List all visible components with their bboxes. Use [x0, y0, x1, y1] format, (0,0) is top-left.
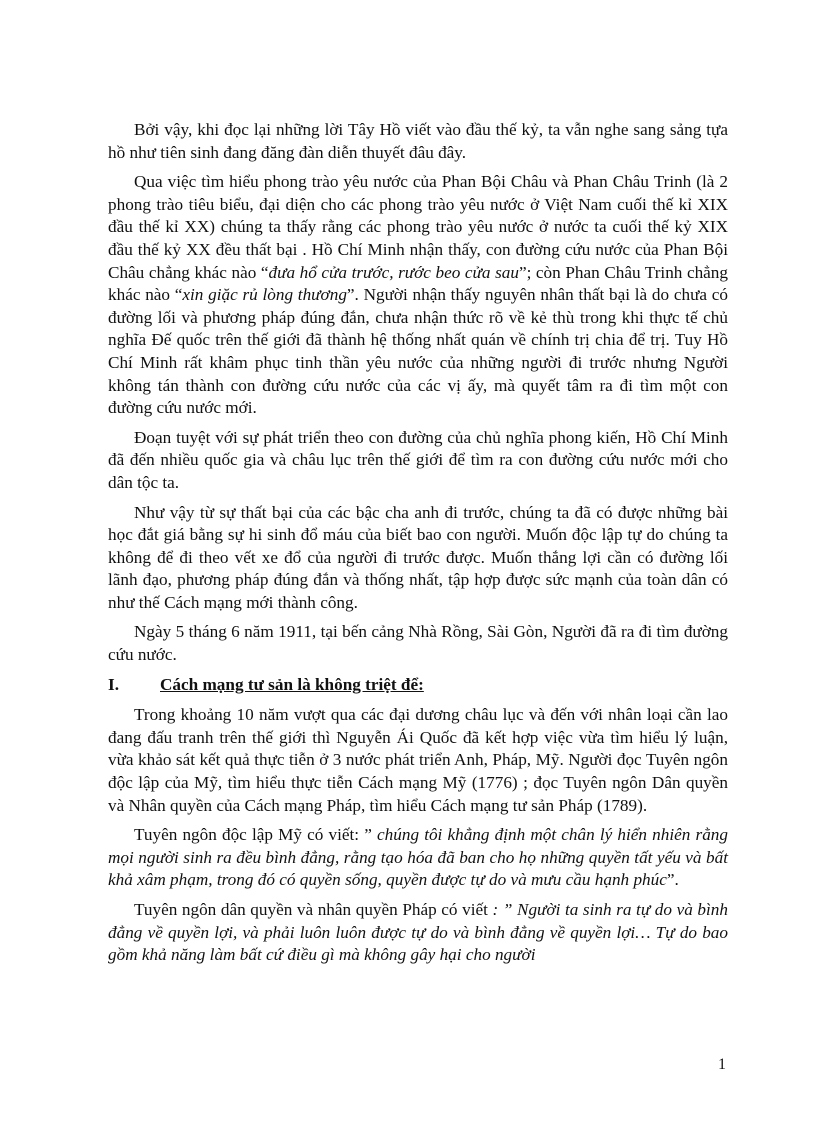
paragraph: [108, 171, 728, 420]
section-heading: [108, 674, 728, 697]
paragraph-text: Đoạn tuyệt với sự phát triển theo con đường của chủ nghĩa phong kiến, Hồ Chí Minh đã đến nhiều quốc gia và châu lục trên thế giới để tìm ra con đường cứu nước mới cho dân tộc ta.: [108, 427, 728, 492]
paragraph-text: Qua việc tìm hiểu phong trào yêu nước của Phan Bội Châu và Phan Châu Trinh (là 2 phong trào tiêu biểu, đại diện cho các phong trào yêu nước ở Việt Nam cuối thế kỉ XIX đầu thế kỉ XX) chúng ta thấy rằng các phong trào yêu nước ở nước ta cuối thế kỷ XIX đầu thế kỷ XX đều thất bại . Hồ Chí Minh nhận thấy, con đường cứu nước của Phan Bội Châu chẳng khác nào “: [108, 172, 728, 282]
paragraph-text: Tuyên ngôn dân quyền và nhân quyền Pháp có viết: [134, 900, 493, 919]
paragraph: [108, 502, 728, 615]
italic-quote-text: : ” Người ta sinh ra tự do và bình đẳng về quyền lợi, và phải luôn luôn được tự do và bình đẳng về quyền lợi… Tự do bao gồm khả năng làm bất cứ điều gì mà không gây hại cho người: [108, 900, 728, 965]
paragraph: [108, 119, 728, 164]
section-title: Cách mạng tư sản là không triệt để:: [160, 674, 424, 694]
italic-quote-text: xin giặc rủ lòng thương: [182, 285, 347, 305]
document-body: [108, 119, 728, 974]
paragraph-text: Bởi vậy, khi đọc lại những lời Tây Hồ viết vào đầu thế kỷ, ta vẫn nghe sang sảng tựa hồ như tiên sinh đang đăng đàn diễn thuyết đâu đây.: [108, 120, 728, 162]
page-number: 1: [718, 1056, 726, 1073]
paragraph: [108, 427, 728, 495]
paragraph: [108, 621, 728, 666]
paragraph-text: Tuyên ngôn độc lập Mỹ có viết: ”: [134, 825, 378, 845]
paragraph-text: ”. Người nhận thấy nguyên nhân thất bại là do chưa có đường lối và phương pháp đúng đắn, chưa nhận thức rõ về kẻ thù trong khi thực tế chủ nghĩa Đế quốc trên thế giới đã thành hệ thống nhất quán về chính trị chia để trị. Tuy Hồ Chí Minh rất khâm phục tinh thần yêu nước của những người đi trước nhưng Người không tán thành con đường cứu nước của các vị ấy, mà quyết tâm ra đi tìm một con đường cứu nước mới.: [108, 285, 729, 418]
paragraphs-before-heading: [108, 119, 728, 667]
paragraph-text: ”.: [666, 870, 679, 890]
paragraph-text: Ngày 5 tháng 6 năm 1911, tại bến cảng Nhà Rồng, Sài Gòn, Người đã ra đi tìm đường cứu nước.: [108, 622, 728, 665]
section-number: I.: [108, 674, 119, 694]
italic-quote-text: đưa hổ cửa trước, rước beo cửa sau: [268, 262, 519, 282]
paragraph-text: Như vậy từ sự thất bại của các bậc cha anh đi trước, chúng ta đã có được những bài học đắt giá bằng sự hi sinh đổ máu của biết bao con người. Muốn độc lập tự do chúng ta không để đi theo vết xe đổ của người đi trước được. Muốn thắng lợi cần có đường lối lãnh đạo, phương pháp đúng đắn và thống nhất, tập hợp được sức mạnh của toàn dân có như thế Cách mạng mới thành công.: [108, 502, 728, 612]
paragraph-text: Trong khoảng 10 năm vượt qua các đại dương châu lục và đến với nhân loại cần lao đang đấu tranh trên thế giới thì Nguyễn Ái Quốc đã kết hợp việc vừa tìm hiểu lý luận, vừa khảo sát kết quả thực tiễn ở 3 nước phát triển Anh, Pháp, Mỹ. Người đọc Tuyên ngôn độc lập của Mỹ, tìm hiểu thực tiễn Cách mạng Mỹ (1776) ; đọc Tuyên ngôn Dân quyền và Nhân quyền của Cách mạng Pháp, tìm hiểu Cách mạng tư sản Pháp (1789).: [108, 705, 728, 815]
paragraph: [108, 899, 728, 967]
paragraph-text: ”; còn Phan Châu Trinh chẳng khác nào “: [108, 262, 728, 305]
paragraph: [108, 704, 728, 817]
italic-quote-text: chúng tôi khẳng định một chân lý hiển nhiên rằng mọi người sinh ra đều bình đẳng, rằng tạo hóa đã ban cho họ những quyền tất yếu và bất khả xâm phạm, trong đó có quyền sống, quyền được tự do và mưu cầu hạnh phúc: [108, 825, 728, 890]
paragraphs-after-heading: [108, 704, 728, 967]
paragraph: [108, 824, 728, 892]
